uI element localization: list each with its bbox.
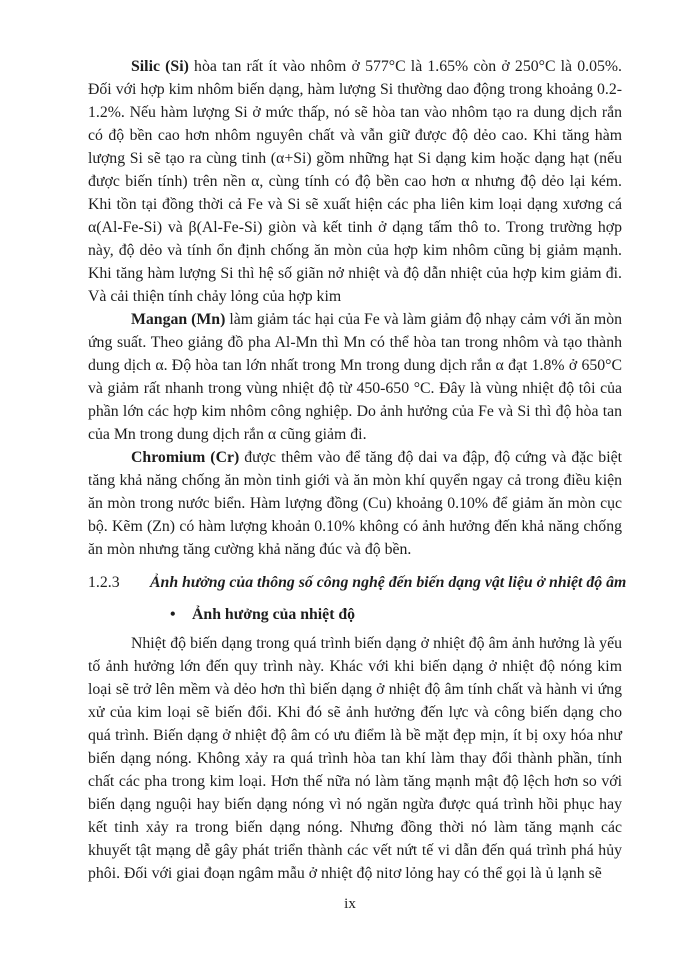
paragraph-temperature [88,632,622,885]
paragraph-chromium [88,446,622,561]
term-silic: Silic (Si) [131,58,189,75]
page-number: ix [344,896,356,912]
bullet-icon: • [170,606,176,623]
paragraph-silic-text: hòa tan rất ít vào nhôm ở 577°C là 1.65% còn ở 250°C là 0.05%. Đối với hợp kim nhôm biến dạng, hàm lượng Si thường dao động trong khoảng 0.2-1.2%. Nếu hàm lượng Si ở mức thấp, nó sẽ hòa tan vào nhôm tạo ra dung dịch rắn có độ bền cao hơn nhôm nguyên chất và vẫn giữ được độ dẻo cao. Khi tăng hàm lượng Si sẽ tạo ra cùng tinh (α+Si) gồm những hạt Si dạng kim hoặc dạng hạt (nếu được biến tính) trên nền α, cùng tính có độ bền cao hơn α nhưng độ dẻo lại kém. Khi tồn tại đồng thời cả Fe và Si sẽ xuất hiện các pha liên kim loại dạng xương cá α(Al-Fe-Si) và β(Al-Fe-Si) giòn và kết tinh ở dạng tấm thô to. Trong trường hợp này, độ dẻo và tính ổn định chống ăn mòn của hợp kim nhôm cũng bị giảm mạnh. Khi tăng hàm lượng Si thì hệ số giãn nở nhiệt và độ dẫn nhiệt của hợp kim giảm đi. Và cải thiện tính chảy lỏng của hợp kim [88,58,623,305]
section-heading [88,571,627,594]
paragraph-temperature-text: Nhiệt độ biến dạng trong quá trình biến dạng ở nhiệt độ âm ảnh hưởng là yếu tố ảnh hưởng lớn đến quy trình này. Khác với khi biến dạng ở nhiệt độ nóng kim loại sẽ trở lên mềm và dẻo hơn thì biến dạng ở nhiệt độ âm tính chất và hành vi ứng xử của kim loại sẽ biến đổi. Khi đó sẽ ảnh hưởng đến lực và công biến dạng cho quá trình. Biến dạng ở nhiệt độ âm có ưu điểm là bề mặt đẹp mịn, ít bị oxy hóa như biến dạng nóng. Không xảy ra quá trình hòa tan khí làm thay đổi thành phần, tính chất các pha trong kim loại. Hơn thế nữa nó làm tăng mạnh mật độ lệch hơn so với biến dạng nguội hay biến dạng nóng vì nó ngăn ngừa được quá trình hồi phục hay kết tinh xảy ra trong biến dạng nóng. Nhưng đồng thời nó làm tăng mạnh các khuyết tật mạng dễ gây phát triển thành các vết nứt tế vi dẫn đến quá trình phá hủy phôi. Đối với giai đoạn ngâm mẫu ở nhiệt độ nitơ lỏng hay có thể gọi là ủ lạnh sẽ [88,635,622,882]
term-mangan: Mangan (Mn) [131,311,226,328]
term-chromium: Chromium (Cr) [131,449,240,466]
paragraph-silic [88,55,622,308]
section-number: 1.2.3 [88,574,120,591]
paragraph-mangan [88,308,622,446]
paragraph-mangan-text: làm giảm tác hại của Fe và làm giảm độ nhạy cảm với ăn mòn ứng suất. Theo giảng đồ pha Al-Mn thì Mn có thể hòa tan trong nhôm và tạo thành dung dịch α. Độ hòa tan lớn nhất trong Mn trong dung dịch rắn α đạt 1.8% ở 650°C và giảm rất nhanh trong vùng nhiệt độ từ 450-650 °C. Đây là vùng nhiệt độ tôi của phần lớn các hợp kim nhôm công nghiệp. Do ảnh hưởng của Fe và Si thì độ hòa tan của Mn trong dung dịch rắn α cũng giảm đi. [88,311,623,443]
bullet-label: Ảnh hưởng của nhiệt độ [192,606,356,623]
page-body [88,55,627,885]
bullet-item [88,603,622,626]
section-title: Ảnh hưởng của thông số công nghệ đến biến dạng vật liệu ở nhiệt độ âm [150,574,627,591]
paragraph-chromium-text: được thêm vào để tăng độ dai va đập, độ cứng và đặc biệt tăng khả năng chống ăn mòn tinh giới và ăn mòn khí quyển ngay cả trong điều kiện ăn mòn trong nước biển. Hàm lượng đồng (Cu) khoảng 0.10% để giảm ăn mòn cục bộ. Kẽm (Zn) có hàm lượng khoản 0.10% không có ảnh hưởng đến khả năng chống ăn mòn nhưng tăng cường khả năng đúc và độ bền. [88,449,622,558]
